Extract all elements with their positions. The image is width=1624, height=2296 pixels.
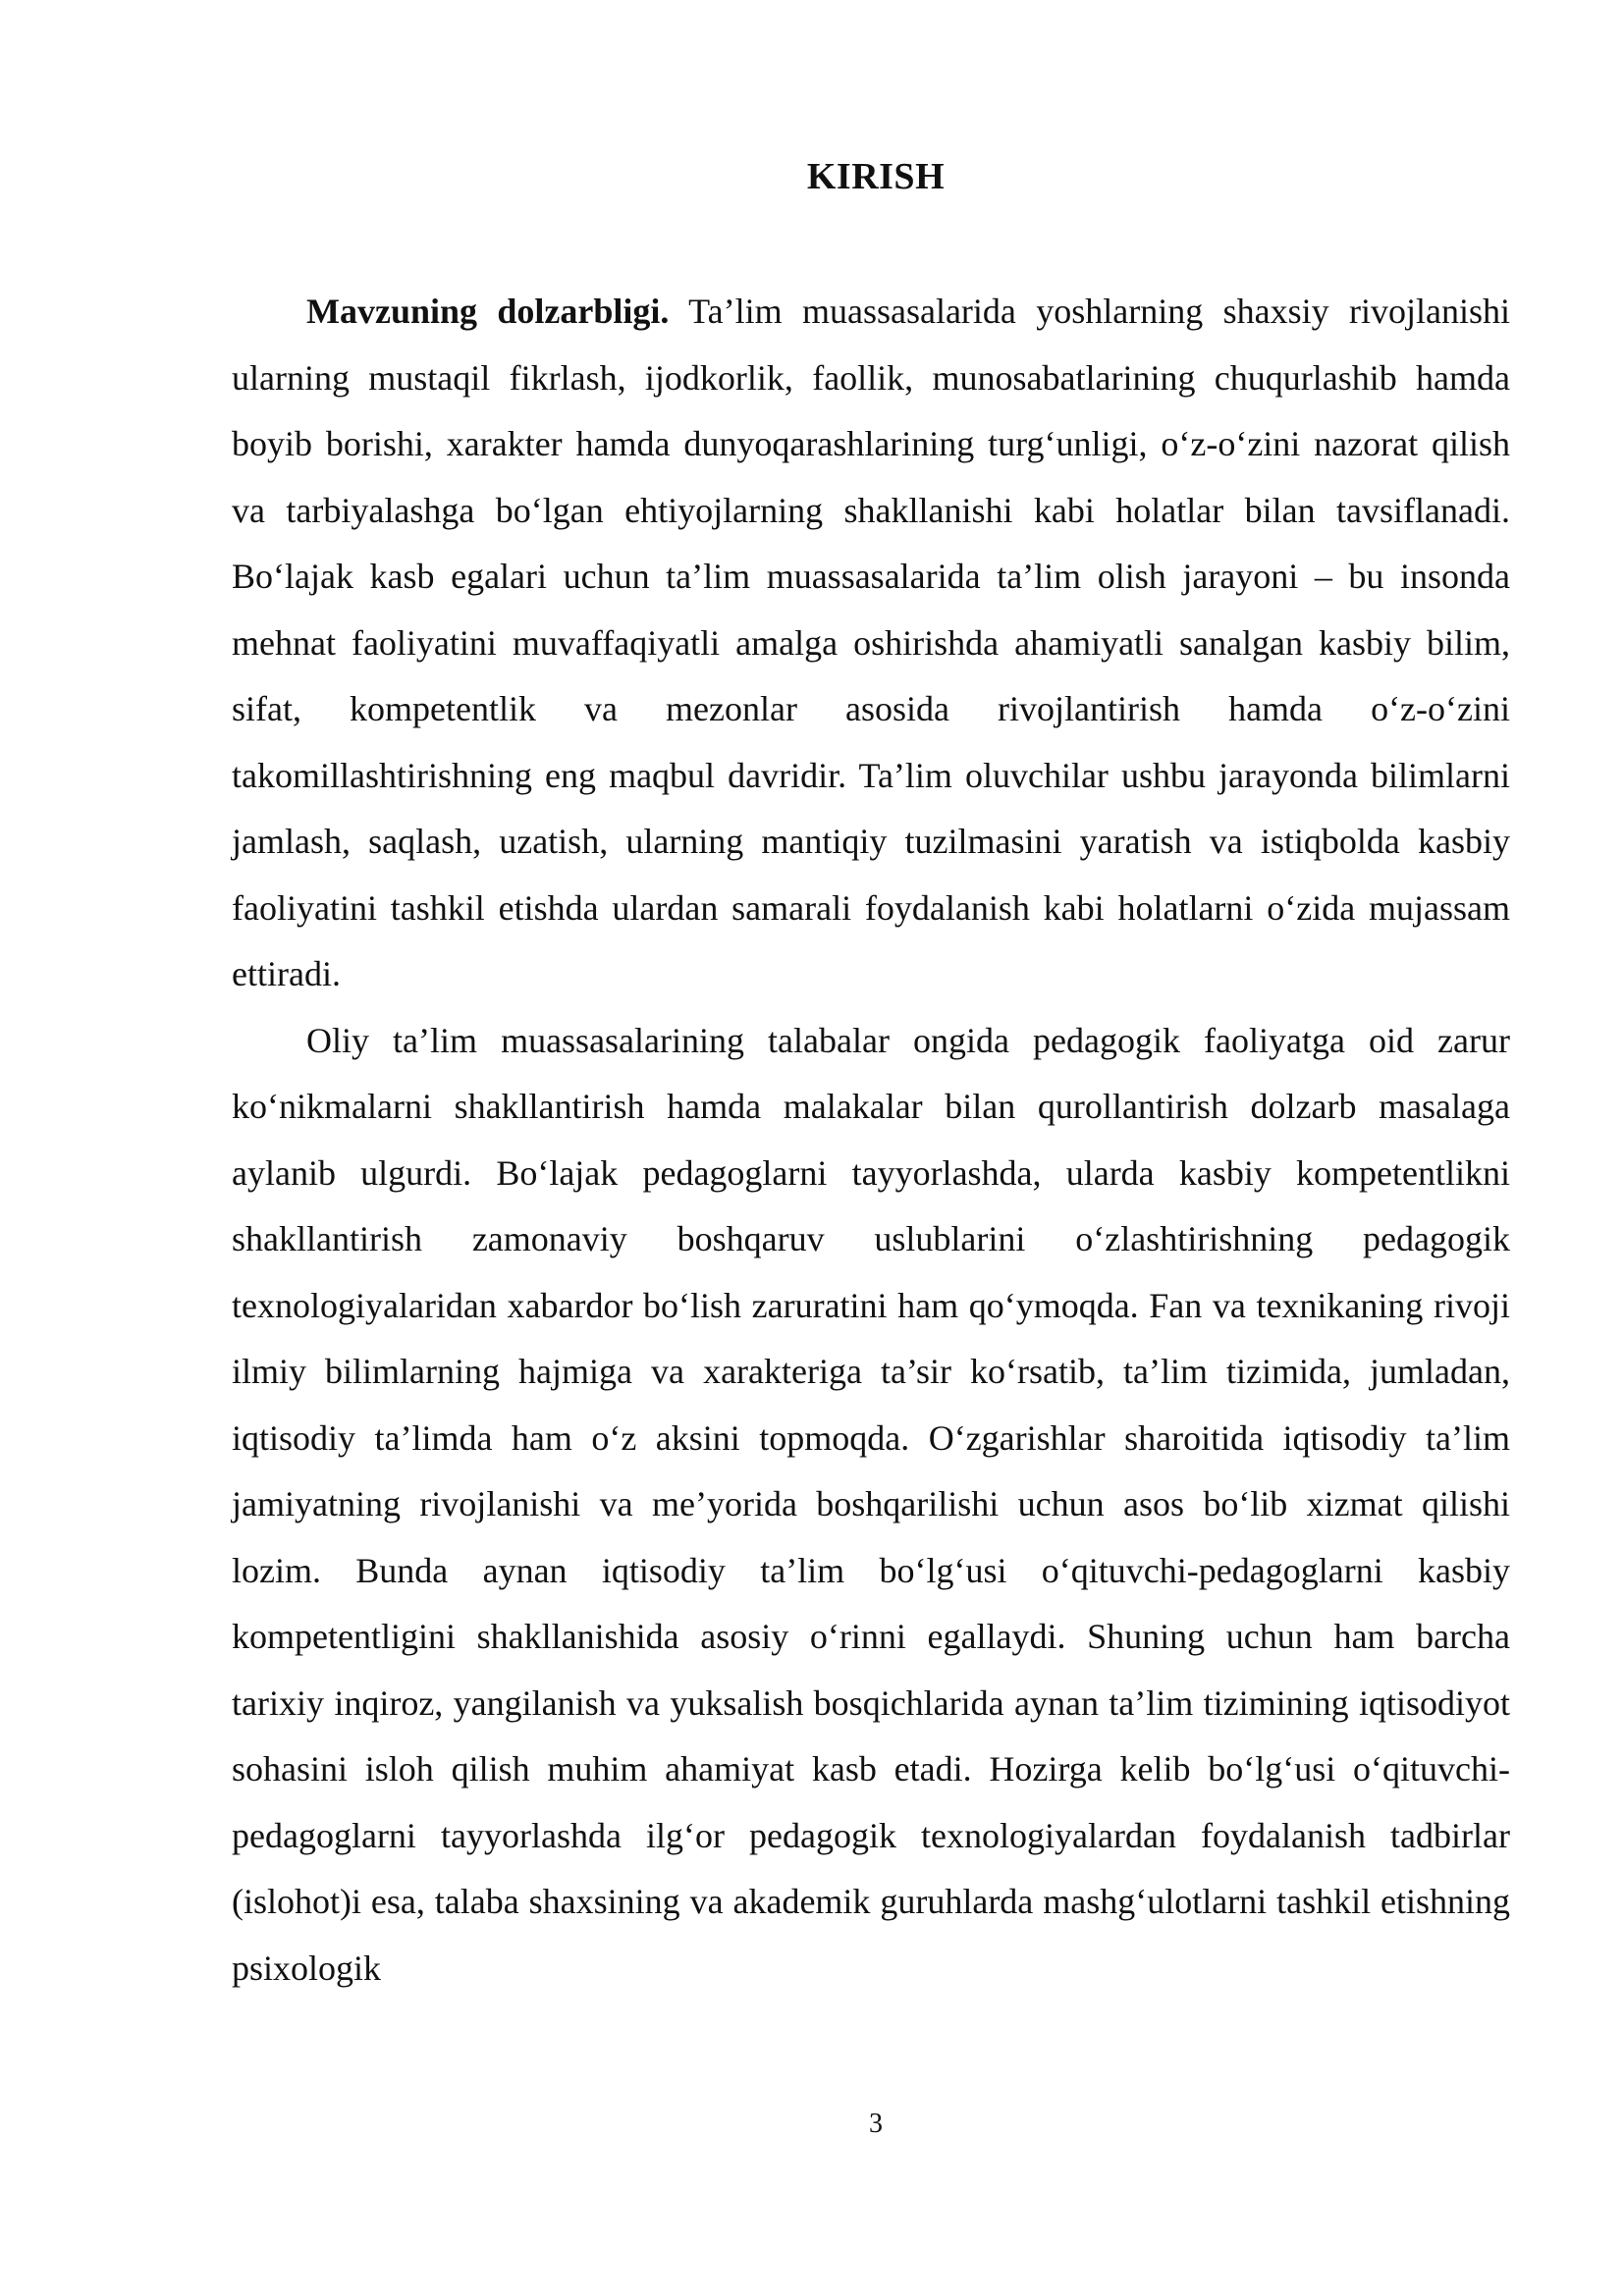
section-title: KIRISH — [806, 156, 946, 197]
paragraph-1-text: Ta’lim muassasalarida yoshlarning shaxsiy rivojlanishi ularning mustaqil fikrlash, ijodkorlik, faollik, munosabatlarining chuqurlashib hamda boyib borishi, xarakter hamda dunyoqarashlarining turg‘unligi, o‘z-o‘zini nazorat qilish va tarbiyalashga bo‘lgan ehtiyojlarning shakllanishi kabi holatlar bilan tavsiflanadi. Bo‘lajak kasb egalari uchun ta’lim muassasalarida ta’lim olish jarayoni – bu insonda mehnat faoliyatini muvaffaqiyatli amalga oshirishda ahamiyatli sanalgan kasbiy bilim, sifat, kompetentlik va mezonlar asosida rivojlantirish hamda o‘z-o‘zini takomillashtirishning eng maqbul davridir. Ta’lim oluvchilar ushbu jarayonda bilimlarni jamlash, saqlash, uzatish, ularning mantiqiy tuzilmasini yaratish va istiqbolda kasbiy faoliyatini tashkil etishda ulardan samarali foydalanish kabi holatlarni o‘zida mujassam ettiradi. — [232, 292, 1511, 993]
paragraph-lead: Mavzuning dolzarbligi. — [306, 292, 670, 331]
paragraph-2: Oliy ta’lim muassasalarining talabalar ongida pedagogik faoliyatga oid zarur ko‘nikmalarni shakllantirish hamda malakalar bilan qurollantirish dolzarb masalaga aylanib ulgurdi. Bo‘lajak pedagoglarni tayyorlashda, ularda kasbiy kompetentlikni shakllantirish zamonaviy boshqaruv uslublarini o‘zlashtirishning pedagogik texnologiyalaridan xabardor bo‘lish zaruratini ham qo‘ymoqda. Fan va texnikaning rivoji ilmiy bilimlarning hajmiga va xarakteriga ta’sir ko‘rsatib, ta’lim tizimida, jumladan, iqtisodiy ta’limda ham o‘z aksini topmoqda. O‘zgarishlar sharoitida iqtisodiy ta’lim jamiyatning rivojlanishi va me’yorida boshqarilishi uchun asos bo‘lib xizmat qilishi lozim. Bunda aynan iqtisodiy ta’lim bo‘lg‘usi o‘qituvchi-pedagoglarni kasbiy kompetentligini shakllanishida asosiy o‘rinni egallaydi. Shuning uchun ham barcha tarixiy inqiroz, yangilanish va yuksalish bosqichlarida aynan ta’lim tizimining iqtisodiyot sohasini isloh qilish muhim ahamiyat kasb etadi. Hozirga kelib bo‘lg‘usi o‘qituvchi-pedagoglarni tayyorlashda ilg‘or pedagogik texnologiyalardan foydalanish tadbirlar (islohot)i esa, talaba shaxsining va akademik guruhlarda mashg‘ulotlarni tashkil etishning psixologik — [232, 1020, 1510, 1988]
paragraph-1 — [232, 279, 1510, 1008]
body-text — [232, 279, 1510, 2002]
page-number: 3 — [869, 2109, 883, 2139]
